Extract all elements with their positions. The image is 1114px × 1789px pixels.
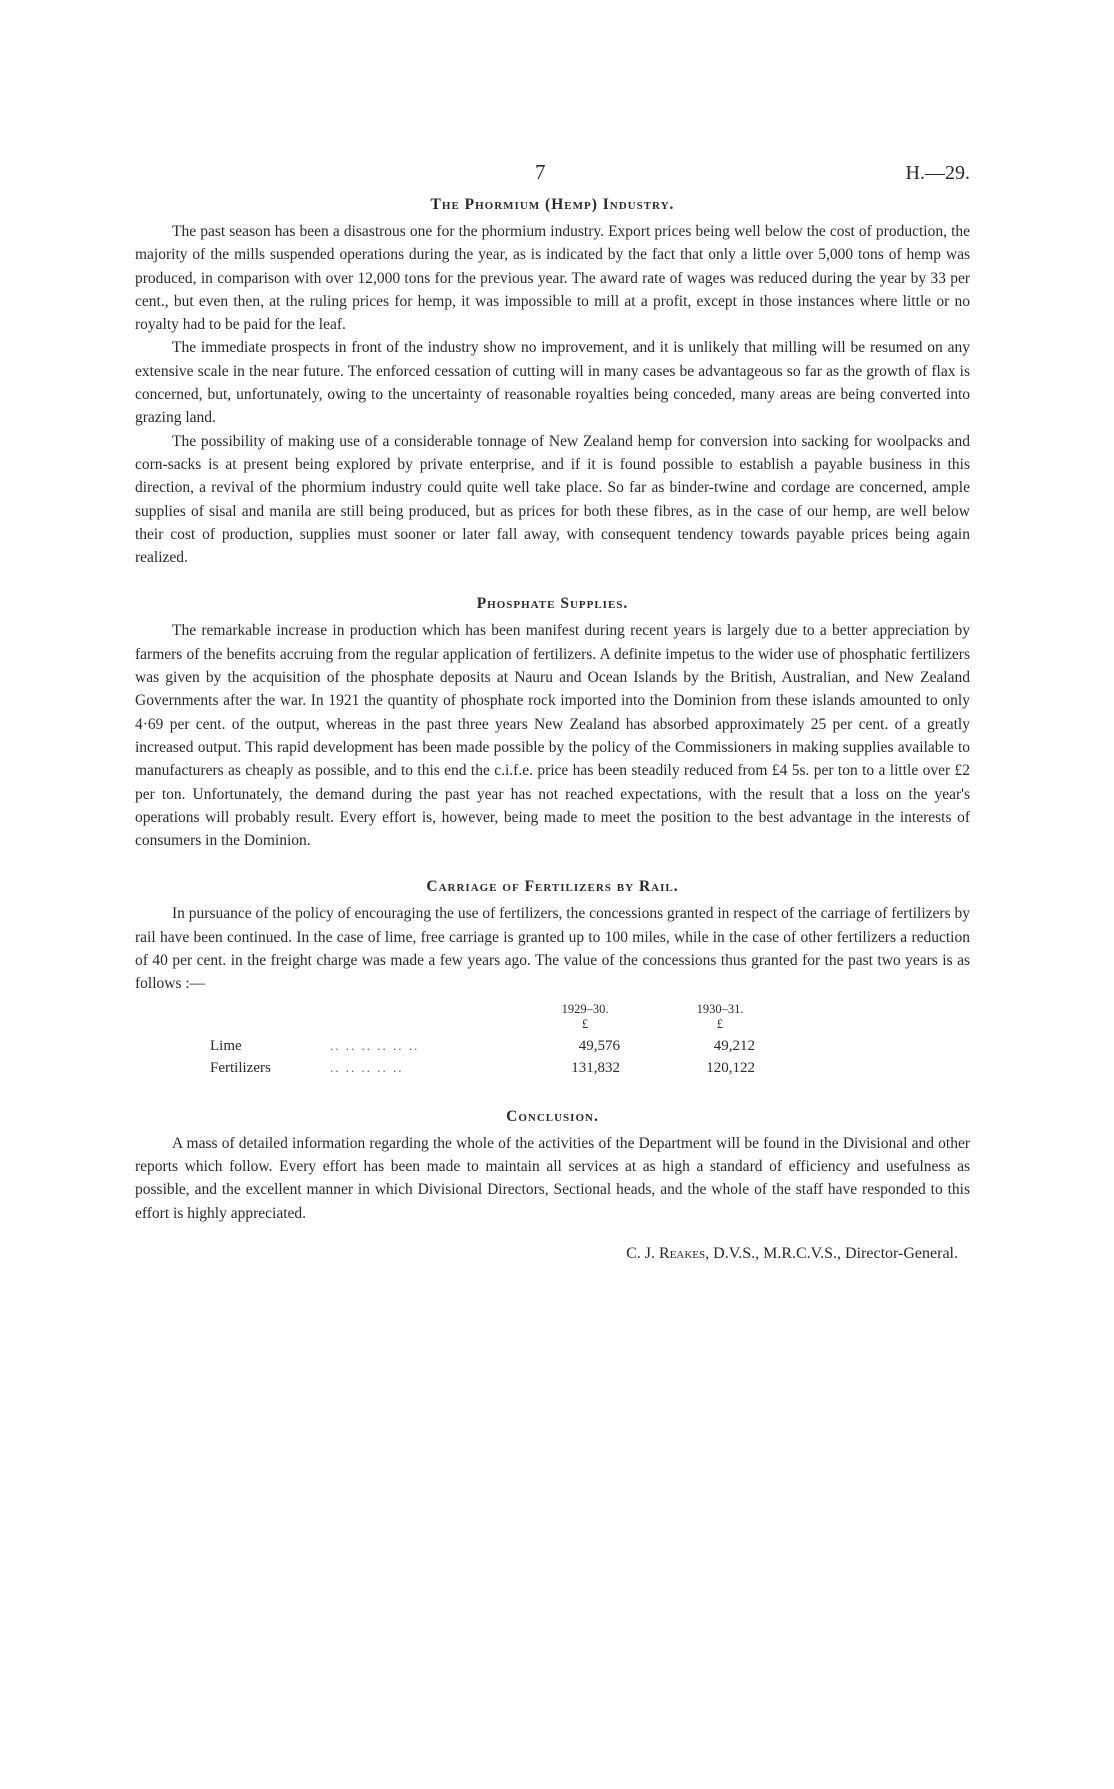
column-header	[530, 1002, 640, 1032]
column-unit: £	[716, 1016, 724, 1031]
leader-dots: .. .. .. .. .. ..	[330, 1037, 420, 1053]
section-phosphate	[135, 595, 970, 852]
section-heading-phosphate: Phosphate Supplies.	[476, 595, 629, 613]
section-heading-conclusion: Conclusion.	[506, 1107, 599, 1125]
section-conclusion	[135, 1108, 970, 1225]
row-label: Fertilizers	[210, 1059, 271, 1076]
document-reference: H.—29.	[905, 162, 970, 184]
column-header	[665, 1002, 775, 1032]
section-heading-carriage: Carriage of Fertilizers by Rail.	[426, 878, 679, 896]
signature	[135, 1245, 970, 1263]
signature-surname: Reakes	[659, 1244, 706, 1262]
section-phormium	[135, 196, 970, 569]
column-unit: £	[581, 1016, 589, 1031]
table-header	[210, 1002, 770, 1038]
paragraph: In pursuance of the policy of encouraging the use of fertilizers, the concessions granted in respect of the carriage of fertilizers by rail have been continued. In the case of lime, free carriage is granted up to 100 miles, while in the case of other fertilizers a reduction of 40 per cent. in the freight charge was made a few years ago. The value of the concessions thus granted for the past two years is as follows :—	[135, 905, 970, 993]
section-carriage	[135, 878, 970, 1081]
column-year: 1929–30.	[561, 1001, 609, 1016]
paragraph: The past season has been a disastrous one for the phormium industry. Export prices being well below the cost of production, the majority of the mills suspended operations during the year, as is indicated by the fact that only a little over 5,000 tons of hemp was produced, in comparison with over 12,000 tons for the previous year. The award rate of wages was reduced during the year by 33 per cent., but even then, at the ruling prices for hemp, it was impossible to mill at a profit, except in those instances where little or no royalty had to be paid for the leaf.	[135, 223, 970, 334]
table-row	[210, 1038, 770, 1060]
cell-value: 49,576	[578, 1037, 620, 1054]
cell-value: 120,122	[706, 1059, 755, 1076]
paragraph: A mass of detailed information regarding the whole of the activities of the Department will be found in the Divisional and other reports which follow. Every effort has been made to maintain all services at as high a standard of efficiency and usefulness as possible, and the excellent manner in which Divisional Directors, Sectional heads, and the whole of the staff have responded to this effort is highly appreciated.	[135, 1134, 970, 1222]
row-label: Lime	[210, 1037, 242, 1054]
paragraph: The immediate prospects in front of the industry show no improvement, and it is unlikely that milling will be resumed on any extensive scale in the near future. The enforced cessation of cutting will in many cases be advantageous so far as the growth of flax is concerned, but, unfortunately, owing to the uncertainty of reasonable royalties being conceded, many areas are being converted into grazing land.	[135, 339, 970, 427]
document-page	[135, 160, 970, 1263]
section-heading-phormium: The Phormium (Hemp) Industry.	[430, 196, 675, 213]
page-number: 7	[535, 160, 546, 184]
concessions-table	[210, 1002, 770, 1082]
page-header	[135, 160, 970, 196]
paragraph: The possibility of making use of a considerable tonnage of New Zealand hemp for conversion into sacking for woolpacks and corn-sacks is at present being explored by private enterprise, and if it is found possible to establish a payable business in this direction, a revival of the phormium industry could quite well take place. So far as binder-twine and cordage are concerned, ample supplies of sisal and manila are still being produced, but as prices for both these fibres, as in the case of our hemp, are well below their cost of production, supplies must sooner or later fall away, with consequent tendency towards payable prices being again realized.	[135, 432, 970, 567]
leader-dots: .. .. .. .. ..	[330, 1059, 404, 1075]
table-row	[210, 1060, 770, 1082]
signature-initials: C. J.	[626, 1244, 656, 1262]
paragraph: The remarkable increase in production which has been manifest during recent years is largely due to a better appreciation by farmers of the benefits accruing from the regular application of fertilizers. A definite impetus to the wider use of phosphatic fertilizers was given by the acquisition of the phosphate deposits at Nauru and Ocean Islands by the British, Australian, and New Zealand Governments after the war. In 1921 the quantity of phosphate rock imported into the Dominion from these islands amounted to only 4·69 per cent. of the output, whereas in the past three years New Zealand has absorbed approximately 25 per cent. of a greatly increased output. This rapid development has been made possible by the policy of the Commissioners in making supplies available to manufacturers as cheaply as possible, and to this end the c.i.f.e. price has been steadily reduced from £4 5s. per ton to a little over £2 per ton. Unfortunately, the demand during the past year has not reached expectations, with the result that a loss on the year's operations will probably result. Every effort is, however, being made to meet the position to the best advantage in the interests of consumers in the Dominion.	[135, 622, 970, 850]
cell-value: 131,832	[571, 1059, 620, 1076]
signature-credentials: , D.V.S., M.R.C.V.S., Director-General.	[705, 1244, 958, 1262]
column-year: 1930–31.	[696, 1001, 744, 1016]
cell-value: 49,212	[713, 1037, 755, 1054]
